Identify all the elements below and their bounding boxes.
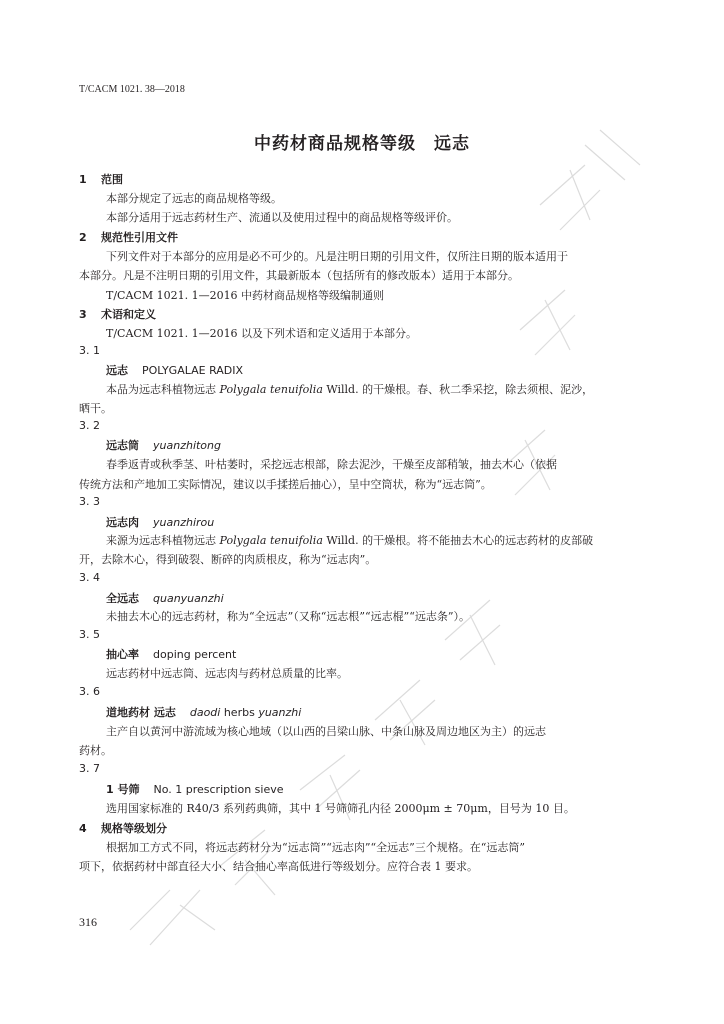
paragraph: 本部分。凡是不注明日期的引用文件，其最新版本（包括所有的修改版本）适用于本部分。 bbox=[79, 269, 519, 282]
clause-number: 3. 1 bbox=[79, 344, 100, 357]
term-zh: 远志肉 bbox=[106, 516, 139, 529]
definition-line: 开，去除木心，得到破裂、断碎的肉质根皮，称为“远志肉”。 bbox=[79, 553, 377, 566]
term-zh: 远志筒 bbox=[106, 439, 139, 452]
section-number: 2 bbox=[79, 231, 87, 244]
definition-line: 未抽去木心的远志药材，称为“全远志”（又称“远志根”“远志棍”“远志条”）。 bbox=[106, 610, 470, 623]
term-heading bbox=[106, 362, 243, 378]
definition-line: 来源为远志科植物远志 Polygala tenuifolia Willd. 的干燥根。将不能抽去木心的远志药材的皮部破 bbox=[106, 534, 594, 547]
definition-line: 选用国家标准的 R40/3 系列药典筛，其中 1 号筛筛孔内径 2000μm ± 70μm，目号为 10 目。 bbox=[106, 802, 575, 815]
term-en: POLYGALAE RADIX bbox=[142, 364, 244, 377]
section-title: 规范性引用文件 bbox=[101, 231, 178, 244]
paragraph: 本部分规定了远志的商品规格等级。 bbox=[106, 192, 282, 205]
term-heading bbox=[106, 590, 224, 606]
term-en: No. 1 prescription sieve bbox=[153, 783, 284, 796]
clause-number: 3. 5 bbox=[79, 628, 100, 641]
term-en: yuanzhitong bbox=[153, 439, 221, 452]
term-zh: 远志 bbox=[106, 364, 128, 377]
term-heading bbox=[106, 781, 284, 797]
section-number: 4 bbox=[79, 822, 87, 835]
definition-line: 主产自以黄河中游流域为核心地域（以山西的吕梁山脉、中条山脉及周边地区为主）的远志 bbox=[106, 725, 546, 738]
clause-number: 3. 4 bbox=[79, 571, 100, 584]
section-4-heading bbox=[79, 820, 167, 836]
term-en: quanyuanzhi bbox=[153, 592, 224, 605]
definition-line: 春季返青或秋季茎、叶枯萎时，采挖远志根部，除去泥沙，干燥至皮部稍皱，抽去木心（依据 bbox=[106, 458, 557, 471]
definition-line: 药材。 bbox=[79, 744, 112, 757]
section-title: 规格等级划分 bbox=[101, 822, 167, 835]
section-2-heading bbox=[79, 229, 178, 245]
clause-number: 3. 3 bbox=[79, 495, 100, 508]
section-3-heading bbox=[79, 306, 156, 322]
term-zh: 抽心率 bbox=[106, 648, 139, 661]
paragraph: T/CACM 1021. 1—2016 以及下列术语和定义适用于本部分。 bbox=[106, 327, 418, 340]
section-1-heading bbox=[79, 171, 123, 187]
term-en: daodi herbs yuanzhi bbox=[189, 706, 302, 719]
term-zh: 全远志 bbox=[106, 592, 139, 605]
term-heading bbox=[106, 437, 221, 453]
document-title: 中药材商品规格等级 远志 bbox=[254, 134, 470, 154]
definition-line: 晒干。 bbox=[79, 402, 112, 415]
clause-number: 3. 7 bbox=[79, 762, 100, 775]
page-number: 316 bbox=[79, 915, 97, 929]
term-heading bbox=[106, 514, 214, 530]
term-heading bbox=[106, 704, 301, 720]
section-number: 3 bbox=[79, 308, 87, 321]
definition-line: 传统方法和产地加工实际情况，建议以手揉搓后抽心），呈中空筒状，称为“远志筒”。 bbox=[79, 478, 492, 491]
term-en: yuanzhirou bbox=[153, 516, 215, 529]
term-heading bbox=[106, 646, 236, 662]
standard-code: T/CACM 1021. 38—2018 bbox=[79, 84, 185, 95]
term-zh: 道地药材 远志 bbox=[106, 706, 176, 719]
paragraph: 项下，依据药材中部直径大小、结合抽心率高低进行等级划分。应符合表 1 要求。 bbox=[79, 860, 478, 873]
clause-number: 3. 6 bbox=[79, 685, 100, 698]
paragraph: 本部分适用于远志药材生产、流通以及使用过程中的商品规格等级评价。 bbox=[106, 211, 458, 224]
term-en: doping percent bbox=[153, 648, 237, 661]
term-zh: 1 号筛 bbox=[106, 783, 140, 796]
definition-line: 本品为远志科植物远志 Polygala tenuifolia Willd. 的干燥根。春、秋二季采挖，除去须根、泥沙， bbox=[106, 383, 594, 396]
definition-line: 远志药材中远志筒、远志肉与药材总质量的比率。 bbox=[106, 667, 348, 680]
reference-item: T/CACM 1021. 1—2016 中药材商品规格等级编制通则 bbox=[106, 289, 385, 302]
section-title: 范围 bbox=[101, 173, 123, 186]
clause-number: 3. 2 bbox=[79, 419, 100, 432]
paragraph: 根据加工方式不同，将远志药材分为“远志筒”“远志肉”“全远志”三个规格。在“远志筒” bbox=[106, 841, 525, 854]
section-number: 1 bbox=[79, 173, 87, 186]
section-title: 术语和定义 bbox=[101, 308, 156, 321]
paragraph: 下列文件对于本部分的应用是必不可少的。凡是注明日期的引用文件，仅所注日期的版本适用于 bbox=[106, 250, 568, 263]
